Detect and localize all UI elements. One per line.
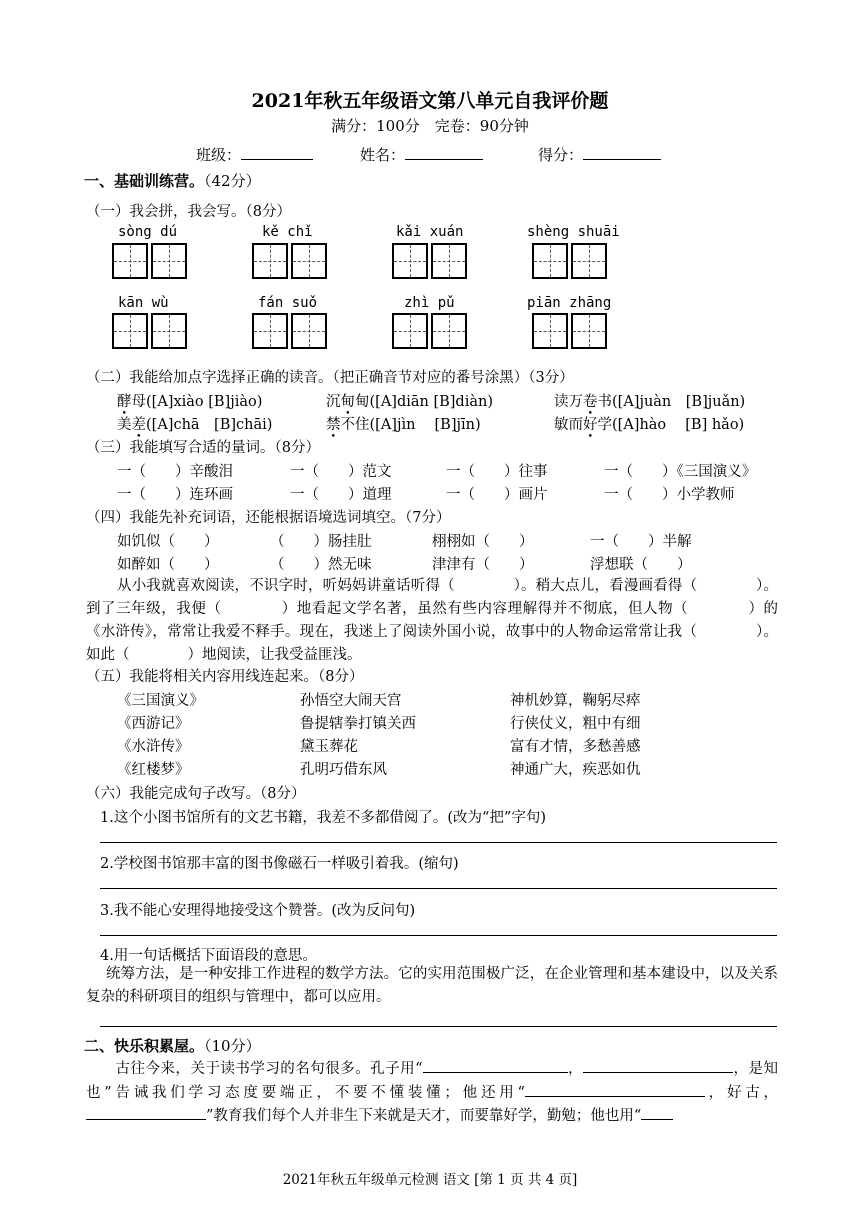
part1-heading-text: 一、基础训练营。 — [84, 172, 205, 190]
rewrite-item: 1.这个小图书馆所有的文艺书籍，我差不多都借阅了。(改为“把”字句) — [100, 810, 546, 826]
q5-heading: （五）我能将相关内容用线连起来。（8分） — [86, 669, 364, 685]
choice-prefix: 沉 — [326, 394, 341, 410]
fill-blank[interactable] — [583, 1058, 733, 1073]
part1-heading — [84, 170, 261, 191]
match-item-book[interactable]: 《水浒传》 — [117, 739, 190, 755]
measure-word-item[interactable]: 一（ ）道理 — [290, 487, 392, 503]
pinyin-label: piān zhāng — [527, 295, 612, 311]
part2-heading-text: 二、快乐积累屋。 — [84, 1037, 205, 1055]
pronunciation-choice[interactable] — [554, 413, 744, 434]
answer-line[interactable] — [100, 842, 777, 843]
writing-box[interactable] — [392, 313, 470, 349]
match-item-trait[interactable]: 神机妙算，鞠躬尽瘁 — [510, 693, 641, 709]
part1-points: （42分） — [204, 172, 261, 190]
measure-word-item[interactable]: 一（ ）辛酸泪 — [117, 464, 233, 480]
idiom-item[interactable]: 栩栩如（ ） — [432, 534, 534, 550]
q4-heading: （四）我能先补充词语，还能根据语境选词填空。（7分） — [86, 510, 451, 526]
part2-text: ，好古， — [704, 1084, 779, 1101]
match-item-trait[interactable]: 神通广大，疾恶如仇 — [510, 762, 641, 778]
measure-word-item[interactable]: 一（ ）范文 — [290, 464, 392, 480]
name-label: 姓名： — [360, 146, 406, 164]
choice-options: 母([A]xiào [B]jiào) — [131, 394, 263, 410]
pinyin-label: shèng shuāi — [527, 224, 620, 240]
part2-text: ”教育我们每个人并非生下来就是天才，而要靠好学，勤勉；他也用“ — [206, 1108, 642, 1124]
score-field[interactable] — [538, 144, 661, 165]
fill-blank[interactable] — [525, 1082, 705, 1097]
class-label: 班级： — [196, 146, 242, 164]
part2-paragraph — [86, 1058, 778, 1129]
q1-heading: （一）我会拼，我会写。（8分） — [86, 204, 291, 220]
score-label: 得分： — [538, 146, 584, 164]
writing-box[interactable] — [532, 313, 610, 349]
fill-blank[interactable] — [641, 1105, 673, 1120]
pronunciation-choice[interactable] — [117, 390, 262, 411]
part2-text: 古往今来，关于读书学习的名句很多。孔子用“ — [115, 1061, 423, 1077]
q6-heading: （六）我能完成句子改写。（8分） — [86, 786, 306, 802]
match-item-story[interactable]: 孙悟空大闹天宫 — [300, 693, 402, 709]
measure-word-item[interactable]: 一（ ）小学教师 — [604, 487, 735, 503]
choice-prefix: 美 — [117, 417, 132, 433]
part2-heading — [84, 1035, 261, 1056]
q2-heading: （二）我能给加点字选择正确的读音。（把正确音节对应的番号涂黑）（3分） — [86, 370, 574, 386]
match-item-book[interactable]: 《三国演义》 — [117, 693, 204, 709]
rewrite-item: 3.我不能心安理得地接受这个赞誉。(改为反问句) — [100, 903, 416, 919]
dotted-char: 禁 — [326, 417, 341, 433]
match-item-trait[interactable]: 富有才情，多愁善感 — [510, 739, 641, 755]
class-blank[interactable] — [241, 145, 313, 160]
pinyin-label: kǎi xuán — [396, 224, 464, 240]
writing-box[interactable] — [252, 313, 330, 349]
name-blank[interactable] — [405, 145, 483, 160]
measure-word-item[interactable]: 一（ ）连环画 — [117, 487, 233, 503]
part2-text: ，是知也”告诫我们学习态度要端正，不要不懂装懂；他还用“ — [86, 1061, 778, 1101]
idiom-item[interactable]: （ ）然无味 — [270, 557, 372, 573]
idiom-item[interactable]: 一（ ）半解 — [590, 534, 692, 550]
dotted-char: 酵 — [117, 394, 132, 410]
score-blank[interactable] — [583, 145, 661, 160]
choice-prefix: 读万 — [554, 394, 583, 410]
answer-line[interactable] — [100, 888, 777, 889]
measure-word-item[interactable]: 一（ ）画片 — [446, 487, 548, 503]
pronunciation-choice[interactable] — [117, 413, 272, 434]
pinyin-label: fán suǒ — [258, 295, 318, 311]
match-item-story[interactable]: 鲁提辖拳打镇关西 — [300, 716, 416, 732]
match-item-story[interactable]: 孔明巧借东风 — [300, 762, 387, 778]
match-item-book[interactable]: 《西游记》 — [117, 716, 190, 732]
choice-options: ([A]chā [B]chāi) — [146, 417, 273, 433]
class-field[interactable] — [196, 144, 313, 165]
page-title: 2021年秋五年级语文第八单元自我评价题 — [251, 90, 609, 112]
match-item-story[interactable]: 黛玉葬花 — [300, 739, 358, 755]
q6-paragraph: 统筹方法，是一种安排工作进程的数学方法。它的实用范围极广泛，在企业管理和基本建设中，以及关系复杂的科研项目的组织与管理中，都可以应用。 — [86, 966, 778, 1005]
writing-box[interactable] — [252, 243, 330, 279]
dotted-char: 甸 — [340, 394, 355, 410]
answer-line[interactable] — [100, 1026, 777, 1027]
pinyin-label: zhì pǔ — [404, 295, 455, 311]
part2-points: （10分） — [204, 1037, 261, 1055]
pronunciation-choice[interactable] — [326, 390, 493, 411]
idiom-item[interactable]: 如饥似（ ） — [117, 534, 219, 550]
choice-options: 书([A]juàn [B]juǎn) — [597, 394, 746, 410]
rewrite-item: 4.用一句话概括下面语段的意思。 — [100, 948, 317, 964]
idiom-item[interactable]: 津津有（ ） — [432, 557, 534, 573]
page-footer: 2021年秋五年级单元检测 语文 [第 1 页 共 4 页] — [282, 1172, 578, 1188]
rewrite-item: 2.学校图书馆那丰富的图书像磁石一样吸引着我。(缩句) — [100, 856, 459, 872]
fill-blank[interactable] — [423, 1058, 568, 1073]
part2-text: ， — [567, 1061, 584, 1077]
writing-box[interactable] — [112, 313, 190, 349]
pinyin-label: kě chǐ — [262, 224, 313, 240]
idiom-item[interactable]: 浮想联（ ） — [590, 557, 692, 573]
dotted-char: 差 — [131, 417, 146, 433]
writing-box[interactable] — [532, 243, 610, 279]
measure-word-item[interactable]: 一（ ）往事 — [446, 464, 548, 480]
choice-options: 不住([A]jìn [B]jīn) — [340, 417, 481, 433]
choice-prefix: 敏而 — [554, 417, 583, 433]
idiom-item[interactable]: （ ）肠挂肚 — [270, 534, 372, 550]
match-item-book[interactable]: 《红楼梦》 — [117, 762, 190, 778]
answer-line[interactable] — [100, 935, 777, 936]
fill-blank[interactable] — [86, 1105, 206, 1120]
pronunciation-choice[interactable] — [326, 413, 481, 434]
q4-paragraph: 从小我就喜欢阅读，不识字时，听妈妈讲童话听得（ ）。稍大点儿，看漫画看得（ ）。到了三年级，我便（ ）地看起文学名著，虽然有些内容理解得并不彻底，但人物（ ）的《水浒传》，常常让我爱不释手。现在，我迷上了阅读外国小说，故事中的人物命运常常让我（ ）。如此（ ）地阅读，让我受益匪浅。 — [86, 578, 778, 663]
choice-options: 甸([A]diān [B]diàn) — [355, 394, 493, 410]
measure-word-item[interactable]: 一（ ）《三国演义》 — [604, 464, 757, 480]
dotted-char: 好 — [583, 417, 598, 433]
q3-heading: （三）我能填写合适的量词。（8分） — [86, 440, 320, 456]
idiom-item[interactable]: 如醉如（ ） — [117, 557, 219, 573]
writing-box[interactable] — [112, 243, 190, 279]
pinyin-label: kān wù — [118, 295, 169, 311]
page-subtitle: 满分：100分 完卷：90分钟 — [331, 117, 529, 135]
name-field[interactable] — [360, 144, 483, 165]
pronunciation-choice[interactable] — [554, 390, 745, 411]
choice-options: 学([A]hào [B] hǎo) — [597, 417, 745, 433]
writing-box[interactable] — [392, 243, 470, 279]
pinyin-label: sòng dú — [118, 224, 178, 240]
match-item-trait[interactable]: 行侠仗义，粗中有细 — [510, 716, 641, 732]
dotted-char: 卷 — [583, 394, 598, 410]
